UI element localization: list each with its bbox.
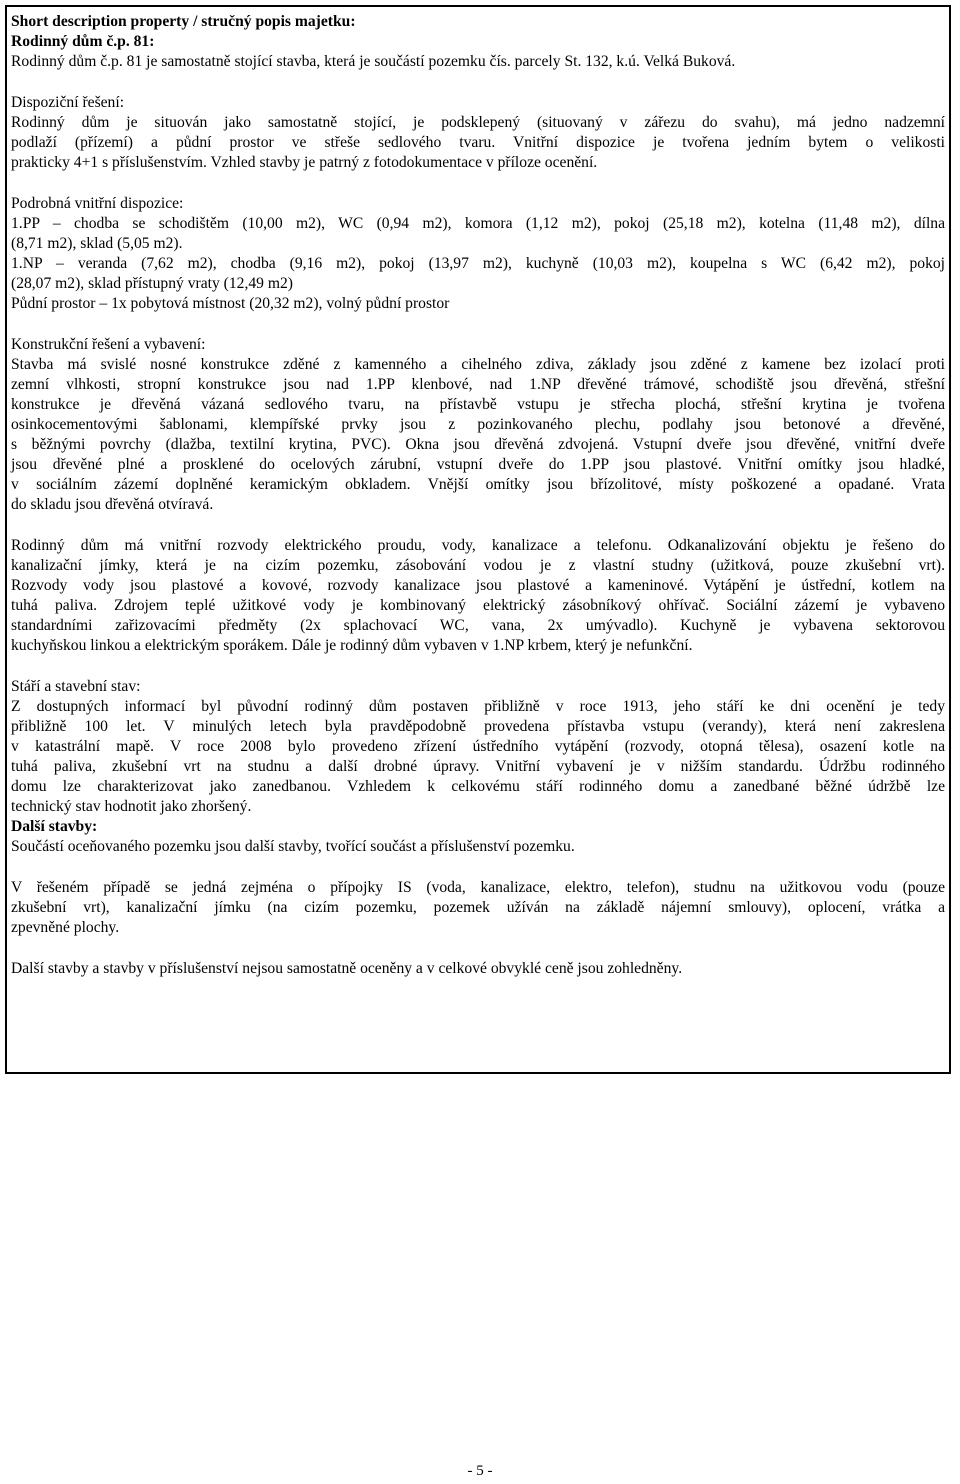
text-line: Půdní prostor – 1x pobytová místnost (20,32 m2), volný půdní prostor <box>11 295 450 312</box>
text-line: Rozvody vody jsou plastové a kovové, rozvody kanalizace jsou plastové a kameninové. Vytápění je ústřední, kotlem na <box>11 577 945 594</box>
text-line: Další stavby a stavby v příslušenství nejsou samostatně oceněny a v celkové obvyklé ceně jsou zohledněny. <box>11 960 683 977</box>
text-line: (28,07 m2), sklad přístupný vraty (12,49 m2) <box>11 275 293 292</box>
text-line: kanalizační jímky, která je na cizím pozemku, zásobování vodou je z vlastní studny (užitková, pouze zkušební vrt). <box>11 557 945 574</box>
text-line: v katastrální mapě. V roce 2008 bylo provedeno zřízení ústředního vytápění (rozvody, otopná tělesa), osazení kotle na <box>11 738 945 755</box>
text-line: v sociálním zázemí doplněné keramickým obkladem. Vnější omítky jsou břízolitové, místy poškozené a opadané. Vrata <box>11 476 945 493</box>
text-line: přibližně 100 let. V minulých letech byla pravděpodobně provedena přístavba vstupu (verandy), která není zakreslena <box>11 718 945 735</box>
text-line: 1.PP – chodba se schodištěm (10,00 m2), WC (0,94 m2), komora (1,12 m2), pokoj (25,18 m2), kotelna (11,48 m2), dílna <box>11 215 945 232</box>
text-line: Rodinný dům má vnitřní rozvody elektrického proudu, vody, kanalizace a telefonu. Odkanalizování objektu je řešeno do <box>11 537 945 554</box>
text-line: konstrukce je dřevěná vázaná sedlového tvaru, na přístavbě vstupu je střecha plochá, střešní krytina je tvořena <box>11 396 945 413</box>
text-line: 1.NP – veranda (7,62 m2), chodba (9,16 m2), pokoj (13,97 m2), kuchyně (10,03 m2), koupelna s WC (6,42 m2), pokoj <box>11 255 945 272</box>
text-line: do skladu jsou dřevěná otvíravá. <box>11 496 214 513</box>
text-line: tuhá paliva. Zdrojem teplé užitkové vody je kombinovaný elektrický zásobníkový ohřívač. Sociální zázemí je vybaveno <box>11 597 945 614</box>
text-line: tuhá paliva, zkušební vrt na studnu a další drobné úpravy. Vnitřní vybavení je v nižším standardu. Údržbu rodinného <box>11 758 945 775</box>
text-line: podlaží (přízemí) a půdní prostor ve střeše sedlového tvaru. Vnitřní dispozice je tvořena jedním bytem o velikosti <box>11 134 945 151</box>
text-line: Stavba má svislé nosné konstrukce zděné z kamenného a cihelného zdiva, základy jsou zděné z kamene bez izolací proti <box>11 356 945 373</box>
section-heading-podrobna: Podrobná vnitřní dispozice: <box>11 195 184 212</box>
text-line: zemní vlhkosti, stropní konstrukce jsou nad 1.PP klenbové, nad 1.NP dřevěné trámové, schodiště jsou dřevěná, střešní <box>11 376 945 393</box>
text-line: standardními zařizovacími předměty (2x splachovací WC, vana, 2x umývadlo). Kuchyně je vybavena sektorovou <box>11 617 945 634</box>
text-line: Součástí oceňovaného pozemku jsou další stavby, tvořící součást a příslušenství pozemku. <box>11 838 575 855</box>
text-line: Z dostupných informací byl původní rodinný dům postaven přibližně v roce 1913, jeho stáří ke dni ocenění je tedy <box>11 698 945 715</box>
section-heading-stari: Stáří a stavební stav: <box>11 678 141 695</box>
text-line: zkušební vrt), kanalizační jímku (na cizím pozemku, pozemek užíván na základě nájemní smlouvy), oplocení, vrátka a <box>11 899 945 916</box>
section-heading-dispozice: Dispoziční řešení: <box>11 94 125 111</box>
text-line: (8,71 m2), sklad (5,05 m2). <box>11 235 183 252</box>
page-number: - 5 - <box>467 1463 493 1479</box>
text-line: V řešeném případě se jedná zejména o přípojky IS (voda, kanalizace, elektro, telefon), studnu na užitkovou vodu (pouze <box>11 879 945 896</box>
section-heading-dalsi: Další stavby: <box>11 818 98 835</box>
text-line: kuchyňskou linkou a elektrickým sporákem. Dále je rodinný dům vybaven v 1.NP krbem, který je nefunkční. <box>11 637 693 654</box>
text-line: prakticky 4+1 s příslušenstvím. Vzhled stavby je patrný z fotodokumentace v příloze ocenění. <box>11 154 598 171</box>
text-line: osinkocementovými šablonami, klempířské prvky jsou z pozinkovaného plechu, podlahy jsou betonové a dřevěné, <box>11 416 945 433</box>
description-box <box>5 5 951 1074</box>
property-subject: Rodinný dům č.p. 81: <box>11 33 155 50</box>
text-line: zpevněné plochy. <box>11 919 120 936</box>
section-heading-konstrukce: Konstrukční řešení a vybavení: <box>11 336 206 353</box>
text-line: domu lze charakterizovat jako zanedbanou. Vzhledem k celkovému stáří rodinného domu a zanedbané běžné údržbě lze <box>11 778 945 795</box>
text-line: technický stav hodnotit jako zhoršený. <box>11 798 252 815</box>
text-line: jsou dřevěné plné a prosklené do ocelových zárubní, vstupní dveře do 1.PP jsou plastové. Vnitřní omítky jsou hladké, <box>11 456 945 473</box>
text-line: Rodinný dům je situován jako samostatně stojící, je podsklepený (situovaný v zářezu do svahu), má jedno nadzemní <box>11 114 945 131</box>
text-line: s běžnými povrchy (dlažba, textilní krytina, PVC). Okna jsou dřevěná zdvojená. Vstupní dveře jsou dřevěné, vnitřní dveře <box>11 436 945 453</box>
document-title: Short description property / stručný popis majetku: <box>11 13 356 30</box>
property-subject-desc: Rodinný dům č.p. 81 je samostatně stojící stavba, která je součástí pozemku čís. parcely St. 132, k.ú. Velká Buková. <box>11 53 736 70</box>
